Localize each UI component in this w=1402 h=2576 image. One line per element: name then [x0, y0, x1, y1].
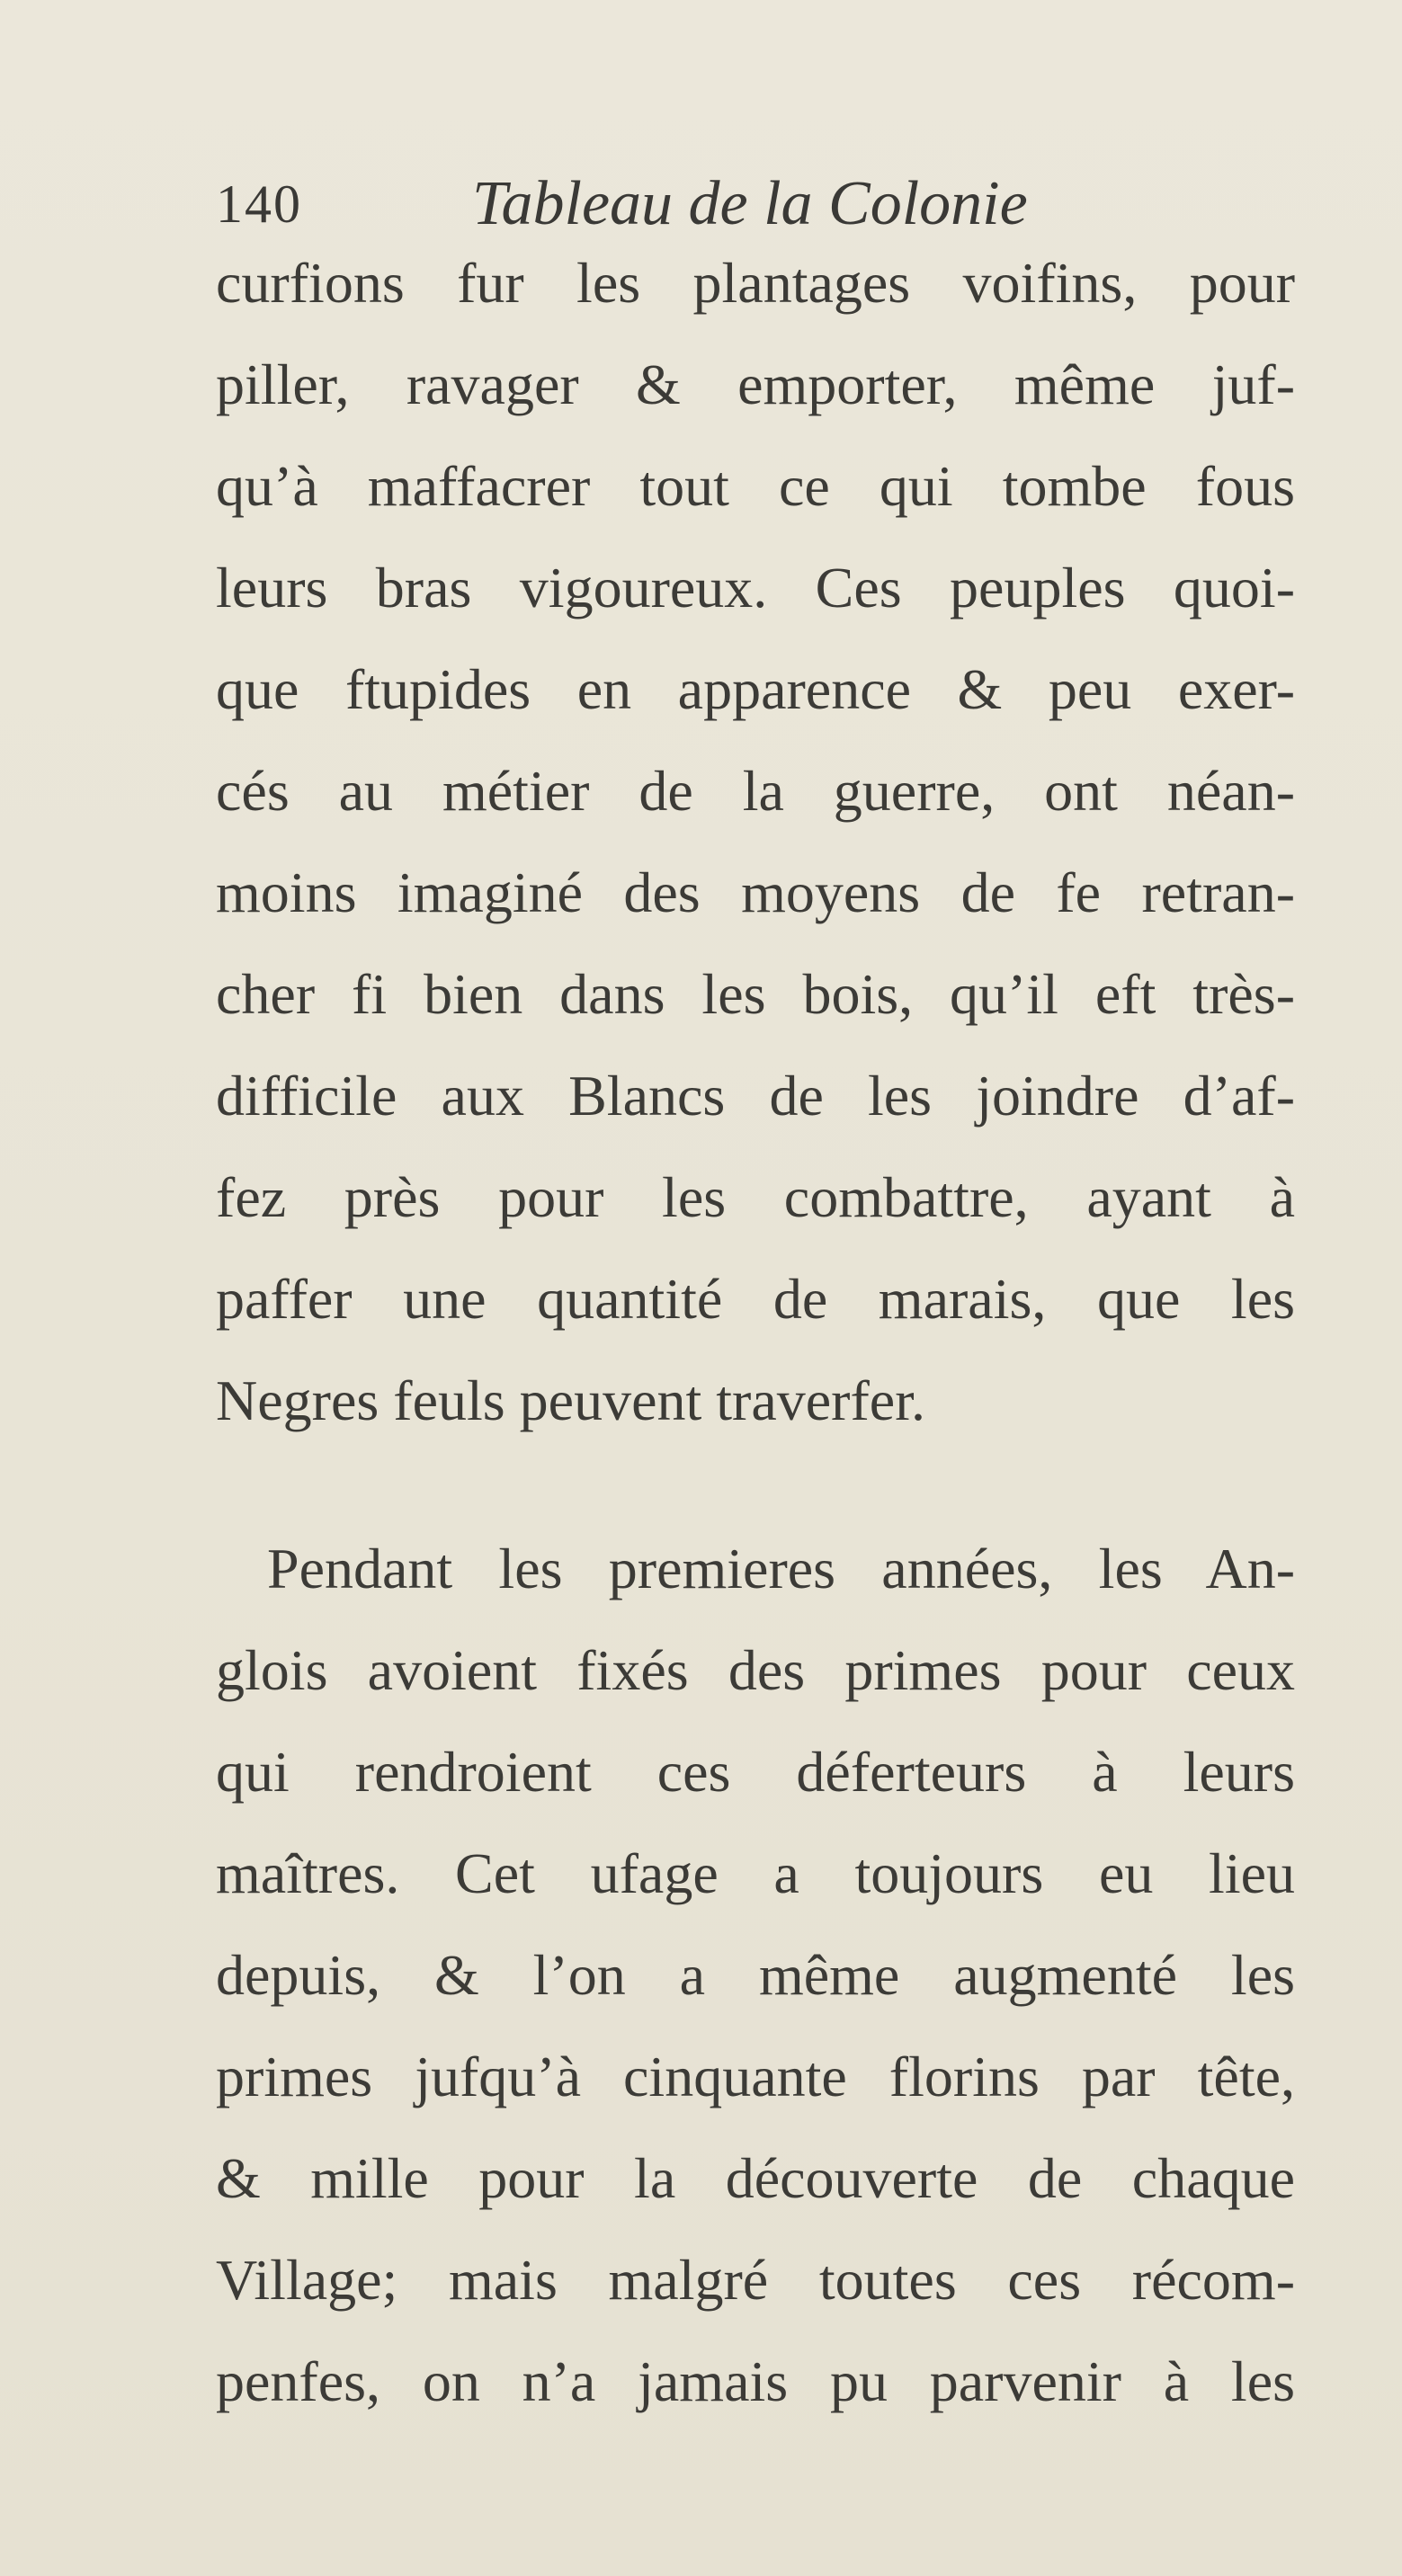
text-line: penfes, on n’a jamais pu parvenir à les	[216, 2349, 1295, 2413]
running-title: Tableau de la Colonie	[472, 169, 1028, 238]
text-line: cés au métier de la guerre, ont néan-	[216, 759, 1295, 823]
text-line: difficile aux Blancs de les joindre d’af-	[216, 1064, 1295, 1128]
text-line: paffer une quantité de marais, que les	[216, 1267, 1295, 1331]
text-line: Pendant les premieres années, les An-	[267, 1537, 1295, 1600]
text-line: qui rendroient ces déferteurs à leurs	[216, 1740, 1295, 1804]
text-line: que ftupides en apparence & peu exer-	[216, 657, 1295, 721]
text-line: Negres feuls peuvent traverfer.	[216, 1368, 925, 1432]
text-line: qu’à maffacrer tout ce qui tombe fous	[216, 454, 1295, 518]
page-number: 140	[216, 174, 302, 234]
text-line: piller, ravager & emporter, même juf-	[216, 352, 1295, 416]
text-line: depuis, & l’on a même augmenté les	[216, 1943, 1295, 2007]
text-line: & mille pour la découverte de chaque	[216, 2146, 1295, 2210]
text-line: cher fi bien dans les bois, qu’il eft très-	[216, 962, 1295, 1026]
text-line: maîtres. Cet ufage a toujours eu lieu	[216, 1841, 1295, 1905]
running-head	[216, 164, 1295, 245]
text-line: curfions fur les plantages voifins, pour	[216, 251, 1295, 315]
text-line: fez près pour les combattre, ayant à	[216, 1165, 1295, 1229]
text-line: leurs bras vigoureux. Ces peuples quoi-	[216, 556, 1295, 619]
text-line: primes jufqu’à cinquante florins par tête,	[216, 2045, 1295, 2108]
text-line: moins imaginé des moyens de fe retran-	[216, 860, 1295, 924]
text-line: glois avoient fixés des primes pour ceux	[216, 1638, 1295, 1702]
text-line: Village; mais malgré toutes ces récom-	[216, 2248, 1295, 2312]
